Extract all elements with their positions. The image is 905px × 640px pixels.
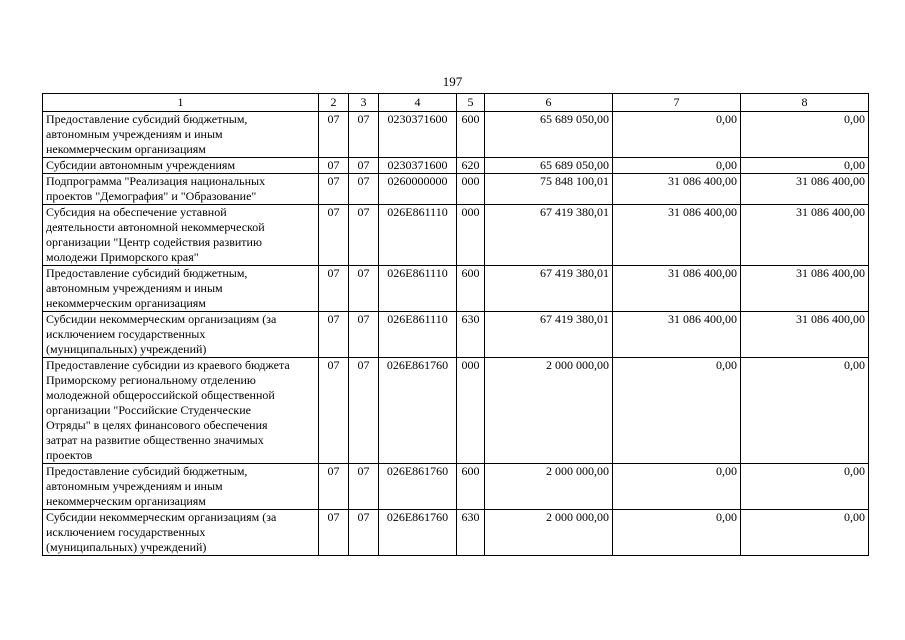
row-name-line: (муниципальных) учреждений)	[46, 540, 207, 554]
row-name-line: молодежи Приморского края"	[46, 250, 199, 264]
amount-col8-cell: 0,00	[741, 158, 869, 174]
amount-col8-cell: 0,00	[741, 464, 869, 510]
column-header: 6	[485, 94, 613, 112]
row-name-line: Субсидия на обеспечение уставной	[46, 205, 227, 219]
row-name-line: Подпрограмма "Реализация национальных	[46, 174, 266, 188]
subsection-cell: 07	[349, 112, 379, 158]
section-cell: 07	[319, 158, 349, 174]
section-cell: 07	[319, 464, 349, 510]
column-header: 1	[43, 94, 319, 112]
amount-col8-cell: 31 086 400,00	[741, 312, 869, 358]
row-name-cell	[43, 174, 319, 205]
expense-type-cell: 620	[457, 158, 485, 174]
section-cell: 07	[319, 266, 349, 312]
target-article-cell: 0230371600	[379, 112, 457, 158]
row-name-line: некоммерческим организациям	[46, 296, 206, 310]
row-name-line: автономным учреждениям и иным	[46, 127, 223, 141]
expense-type-cell: 000	[457, 174, 485, 205]
target-article-cell: 026E861110	[379, 266, 457, 312]
column-header: 2	[319, 94, 349, 112]
amount-col8-cell: 0,00	[741, 510, 869, 556]
row-name-line: некоммерческим организациям	[46, 142, 206, 156]
budget-table	[42, 93, 869, 556]
row-name-line: (муниципальных) учреждений)	[46, 342, 207, 356]
amount-col8-cell: 0,00	[741, 358, 869, 464]
row-name-line: Отряды" в целях финансового обеспечения	[46, 418, 268, 432]
row-name-cell	[43, 112, 319, 158]
subsection-cell: 07	[349, 158, 379, 174]
table-row	[43, 174, 869, 205]
row-name-cell	[43, 266, 319, 312]
amount-col6-cell: 75 848 100,01	[485, 174, 613, 205]
row-name-cell	[43, 464, 319, 510]
expense-type-cell: 600	[457, 464, 485, 510]
target-article-cell: 0230371600	[379, 158, 457, 174]
row-name-line: Предоставление субсидии из краевого бюджета	[46, 358, 290, 372]
section-cell: 07	[319, 112, 349, 158]
row-name-line: Субсидии некоммерческим организациям (за	[46, 312, 277, 326]
column-header: 7	[613, 94, 741, 112]
expense-type-cell: 600	[457, 266, 485, 312]
amount-col7-cell: 0,00	[613, 112, 741, 158]
column-header: 4	[379, 94, 457, 112]
amount-col6-cell: 65 689 050,00	[485, 112, 613, 158]
header-row	[43, 94, 869, 112]
row-name-line: исключением государственных	[46, 525, 206, 539]
amount-col7-cell: 0,00	[613, 358, 741, 464]
amount-col6-cell: 65 689 050,00	[485, 158, 613, 174]
target-article-cell: 026E861760	[379, 510, 457, 556]
subsection-cell: 07	[349, 205, 379, 266]
section-cell: 07	[319, 205, 349, 266]
row-name-line: проектов "Демография" и "Образование"	[46, 189, 257, 203]
amount-col6-cell: 2 000 000,00	[485, 358, 613, 464]
row-name-line: проектов	[46, 448, 93, 462]
amount-col7-cell: 31 086 400,00	[613, 205, 741, 266]
row-name-line: молодежной общероссийской общественной	[46, 388, 275, 402]
expense-type-cell: 630	[457, 312, 485, 358]
row-name-line: организации "Центр содействия развитию	[46, 235, 262, 249]
target-article-cell: 026E861110	[379, 312, 457, 358]
subsection-cell: 07	[349, 266, 379, 312]
row-name-line: Предоставление субсидий бюджетным,	[46, 464, 248, 478]
row-name-line: автономным учреждениям и иным	[46, 281, 223, 295]
amount-col7-cell: 0,00	[613, 158, 741, 174]
section-cell: 07	[319, 312, 349, 358]
row-name-line: организации "Российские Студенческие	[46, 403, 251, 417]
expense-type-cell: 000	[457, 205, 485, 266]
amount-col7-cell: 0,00	[613, 464, 741, 510]
row-name-line: Предоставление субсидий бюджетным,	[46, 112, 248, 126]
row-name-line: исключением государственных	[46, 327, 206, 341]
table-row	[43, 112, 869, 158]
amount-col7-cell: 31 086 400,00	[613, 266, 741, 312]
amount-col8-cell: 31 086 400,00	[741, 266, 869, 312]
amount-col6-cell: 67 419 380,01	[485, 312, 613, 358]
amount-col7-cell: 31 086 400,00	[613, 312, 741, 358]
row-name-cell	[43, 312, 319, 358]
page-number: 197	[442, 74, 463, 89]
row-name-cell	[43, 358, 319, 464]
row-name-line: Субсидии автономным учреждениям	[46, 158, 236, 172]
amount-col6-cell: 2 000 000,00	[485, 464, 613, 510]
table-row	[43, 358, 869, 464]
table-body	[43, 112, 869, 556]
column-header: 3	[349, 94, 379, 112]
table-row	[43, 205, 869, 266]
amount-col7-cell: 0,00	[613, 510, 741, 556]
column-header: 8	[741, 94, 869, 112]
amount-col8-cell: 31 086 400,00	[741, 174, 869, 205]
row-name-line: деятельности автономной некоммерческой	[46, 220, 265, 234]
subsection-cell: 07	[349, 510, 379, 556]
table-row	[43, 312, 869, 358]
row-name-line: затрат на развитие общественно значимых	[46, 433, 264, 447]
row-name-line: Приморскому региональному отделению	[46, 373, 256, 387]
subsection-cell: 07	[349, 174, 379, 205]
amount-col8-cell: 0,00	[741, 112, 869, 158]
table-row	[43, 266, 869, 312]
target-article-cell: 0260000000	[379, 174, 457, 205]
row-name-cell	[43, 158, 319, 174]
target-article-cell: 026E861760	[379, 464, 457, 510]
amount-col7-cell: 31 086 400,00	[613, 174, 741, 205]
section-cell: 07	[319, 510, 349, 556]
amount-col6-cell: 67 419 380,01	[485, 266, 613, 312]
row-name-line: некоммерческим организациям	[46, 494, 206, 508]
row-name-line: Субсидии некоммерческим организациям (за	[46, 510, 277, 524]
row-name-cell	[43, 510, 319, 556]
row-name-cell	[43, 205, 319, 266]
row-name-line: автономным учреждениям и иным	[46, 479, 223, 493]
table-row	[43, 464, 869, 510]
expense-type-cell: 000	[457, 358, 485, 464]
section-cell: 07	[319, 358, 349, 464]
column-header: 5	[457, 94, 485, 112]
expense-type-cell: 630	[457, 510, 485, 556]
row-name-line: Предоставление субсидий бюджетным,	[46, 266, 248, 280]
subsection-cell: 07	[349, 464, 379, 510]
amount-col8-cell: 31 086 400,00	[741, 205, 869, 266]
target-article-cell: 026E861760	[379, 358, 457, 464]
amount-col6-cell: 2 000 000,00	[485, 510, 613, 556]
section-cell: 07	[319, 174, 349, 205]
expense-type-cell: 600	[457, 112, 485, 158]
subsection-cell: 07	[349, 358, 379, 464]
subsection-cell: 07	[349, 312, 379, 358]
target-article-cell: 026E861110	[379, 205, 457, 266]
table-row	[43, 510, 869, 556]
table-row	[43, 158, 869, 174]
amount-col6-cell: 67 419 380,01	[485, 205, 613, 266]
